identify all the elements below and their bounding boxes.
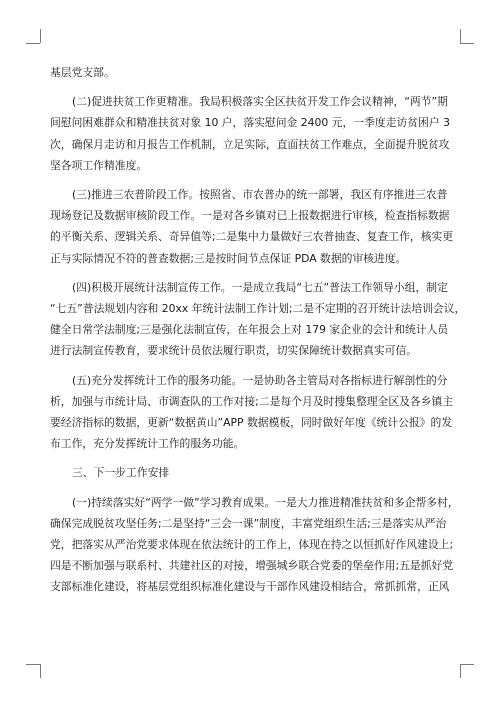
text-line: (一)持续落实好“两学一做”学习教育成果。一是大力推进精准扶贫和多企帮多村， xyxy=(72,495,459,509)
text-line: 四是不断加强与联系村、共建社区的对接，增强城乡联合党委的堡垒作用;五是抓好党 xyxy=(50,559,454,573)
crop-mark-bottom-left-v xyxy=(40,664,41,678)
crop-mark-top-left-v xyxy=(40,29,41,43)
text-line: (二)促进扶贫工作更精准。我局积极落实全区扶贫开发工作会议精神，“两节”期 xyxy=(72,95,448,109)
text-line: 正与实际情况不符的普查数据;三是按时间节点保证 PDA 数据的审核进度。 xyxy=(50,251,407,265)
crop-mark-bottom-right-v xyxy=(460,664,461,678)
text-line: 健全日常学法制度;三是强化法制宣传，在年报会上对 179 家企业的会计和统计人员 xyxy=(50,323,449,337)
paragraph-service-function xyxy=(50,370,460,455)
text-line: 党，把落实从严治党要求体现在依法统计的工作上，体现在持之以恒抓好作风建设上; xyxy=(50,538,454,552)
crop-mark-bottom-left-h xyxy=(26,664,40,665)
section-heading-next-steps xyxy=(50,462,460,483)
text-line: 的平衡关系、逻辑关系、奇异值等;二是集中力量做好三农普抽查、复查工作，核实更 xyxy=(50,230,454,244)
crop-mark-top-right-h xyxy=(460,43,474,44)
text-line: 支部标准化建设，将基层党组织标准化建设与干部作风建设相结合，常抓抓常，正风 xyxy=(50,580,450,594)
text-line: 间慰问困难群众和精准扶贫对象 10 户，落实慰问金 2400 元，一季度走访贫困户 3 xyxy=(50,116,450,130)
crop-mark-top-left-h xyxy=(26,43,40,44)
text-line: (五)充分发挥统计工作的服务功能。一是协助各主管局对各指标进行解剖性的分 xyxy=(72,373,448,387)
text-line: 三、下一步工作安排 xyxy=(72,466,170,480)
text-line: 布工作，充分发挥统计工作的服务功能。 xyxy=(50,437,245,451)
crop-mark-bottom-right-h xyxy=(460,664,474,665)
text-line: 进行法制宣传教育，要求统计员依法履行职责，切实保障统计数据真实可信。 xyxy=(50,344,418,358)
paragraph-legal-publicity xyxy=(50,277,466,362)
text-line: 基层党支部。 xyxy=(50,66,115,79)
text-line: 析，加强与市统计局、市调查队的工作对接;二是每个月及时搜集整理全区及各乡镇主 xyxy=(50,394,454,408)
paragraph-two-studies xyxy=(50,492,460,598)
text-line: 确保完成脱贫攻坚任务;二是坚持“三会一课”制度，丰富党组织生活;三是落实从严治 xyxy=(50,516,447,530)
text-line: 坚各项工作精准度。 xyxy=(50,158,148,172)
text-line: (四)积极开展统计法制宣传工作。一是成立我局“七五”普法工作领导小组，制定 xyxy=(72,280,448,294)
paragraph-0 xyxy=(50,62,460,83)
text-line: 要经济指标的数据，更新“数据黄山”APP 数据模板，同时做好年度《统计公报》的发 xyxy=(50,416,453,430)
document-page xyxy=(50,62,466,598)
text-line: 次，确保月走访和月报告工作机制，立足实际，直面扶贫工作难点，全面提升脱贫攻 xyxy=(50,137,450,151)
text-line: 现场登记及数据审核阶段工作。一是对各乡镇对已上报数据进行审核，检查指标数据 xyxy=(50,209,450,223)
text-line: (三)推进三农普阶段工作。按照省、市农普办的统一部署，我区有序推进三农普 xyxy=(72,188,448,202)
text-line: “七五”普法规划内容和 20xx 年统计法制工作计划;二是不定期的召开统计法培训会议， xyxy=(50,302,466,316)
crop-mark-top-right-v xyxy=(460,29,461,43)
paragraph-agricultural-census xyxy=(50,184,460,269)
paragraph-poverty-alleviation xyxy=(50,91,460,176)
